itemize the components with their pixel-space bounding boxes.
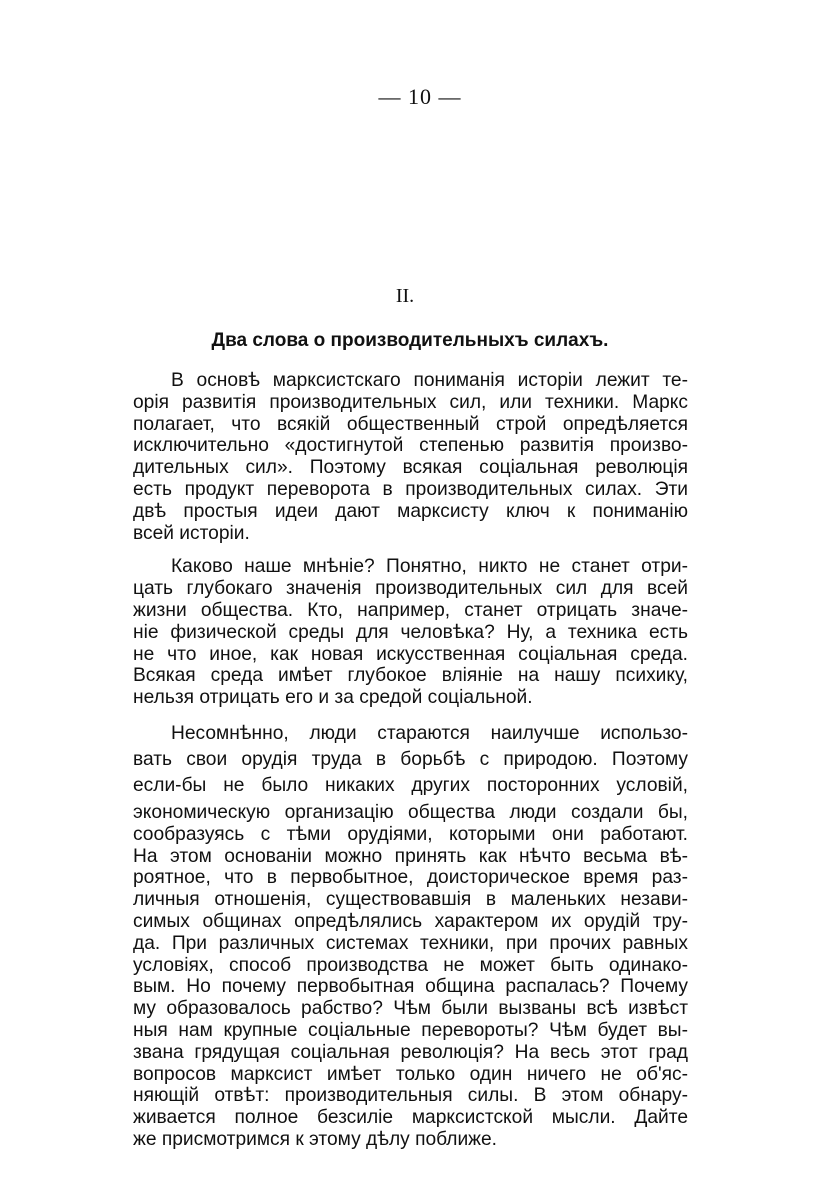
text-line: дительных сил». Поэтому всякая соціальная революція xyxy=(133,457,688,479)
text-line: Всякая среда имѣет глубокое вліяніе на нашу психику, xyxy=(133,665,688,687)
text-line: да. При различных системах техники, при прочих равных xyxy=(133,932,688,954)
text-line: симых общинах опредѣлялись характером их орудій тру- xyxy=(133,910,688,932)
text-line: вым. Но почему первобытная община распалась? Почему xyxy=(133,976,688,998)
text-line: звана грядущая соціальная революція? На весь этот град xyxy=(133,1041,688,1063)
page-number: — 10 — xyxy=(378,84,462,109)
text-line: есть продукт переворота в производительных силах. Эти xyxy=(133,478,688,500)
text-line: ныя нам крупные соціальные перевороты? Чѣм будет вы- xyxy=(133,1019,688,1041)
text-line: роятное, что в первобытное, доисторическое время раз- xyxy=(133,867,688,889)
text-line: вопросов марксист имѣет только один ничего не об'яс- xyxy=(133,1063,688,1085)
section-title: Два слова о производительныхъ силахъ. xyxy=(211,330,609,351)
text-line: экономическую организацію общества люди создали бы, xyxy=(133,801,688,823)
text-line: условіях, способ производства не может быть одинако- xyxy=(133,954,688,976)
paragraph-3-continued xyxy=(133,802,688,1151)
text-line: полагает, что всякій общественный строй опредѣляется xyxy=(133,413,688,435)
text-line: же присмотримся к этому дѣлу поближе. xyxy=(133,1128,498,1150)
text-line: орія развитія производительных сил, или техники. Маркс xyxy=(133,391,688,413)
text-line: если-бы не было никаких других посторонних условій, xyxy=(133,774,688,796)
text-line: двѣ простыя идеи дают марксисту ключ к пониманію xyxy=(133,500,688,522)
text-line: личныя отношенія, существовавшія в маленьких незави- xyxy=(133,889,688,911)
text-line: живается полное безсиліе марксистской мысли. Дайте xyxy=(133,1107,688,1129)
text-line: Несомнѣнно, люди стараются наилучше использо- xyxy=(171,722,688,744)
paragraph-3 xyxy=(133,721,688,799)
section-number: II. xyxy=(395,285,415,307)
text-line: ніе физической среды для человѣка? Ну, а техника есть xyxy=(133,621,688,643)
text-line: исключительно «достигнутой степенью развитія произво- xyxy=(133,435,688,457)
paragraph-1 xyxy=(133,370,688,544)
text-line: вать свои орудія труда в борьбѣ с природою. Поэтому xyxy=(133,748,688,770)
text-line: сообразуясь с тѣми орудіями, которыми они работают. xyxy=(133,823,688,845)
text-line: На этом основаніи можно принять как нѣчто весьма вѣ- xyxy=(133,845,688,867)
text-line: жизни общества. Кто, например, станет отрицать значе- xyxy=(133,599,688,621)
text-line: цать глубокаго значенія производительных сил для всей xyxy=(133,578,688,600)
text-line: нельзя отрицать его и за средой соціальной. xyxy=(133,687,533,709)
text-line: не что иное, как новая искусственная соціальная среда. xyxy=(133,643,688,665)
text-line: му образовалось рабство? Чѣм были вызваны всѣ извѣст xyxy=(133,998,688,1020)
paragraph-2 xyxy=(133,556,688,709)
body-text xyxy=(133,370,688,1163)
text-line: В основѣ марксистскаго пониманія исторіи лежит те- xyxy=(171,370,688,391)
text-line: няющій отвѣт: производительныя силы. В этом обнару- xyxy=(133,1085,688,1107)
text-line: всей исторіи. xyxy=(133,522,250,544)
text-line: Каково наше мнѣніе? Понятно, никто не станет отри- xyxy=(171,556,688,578)
